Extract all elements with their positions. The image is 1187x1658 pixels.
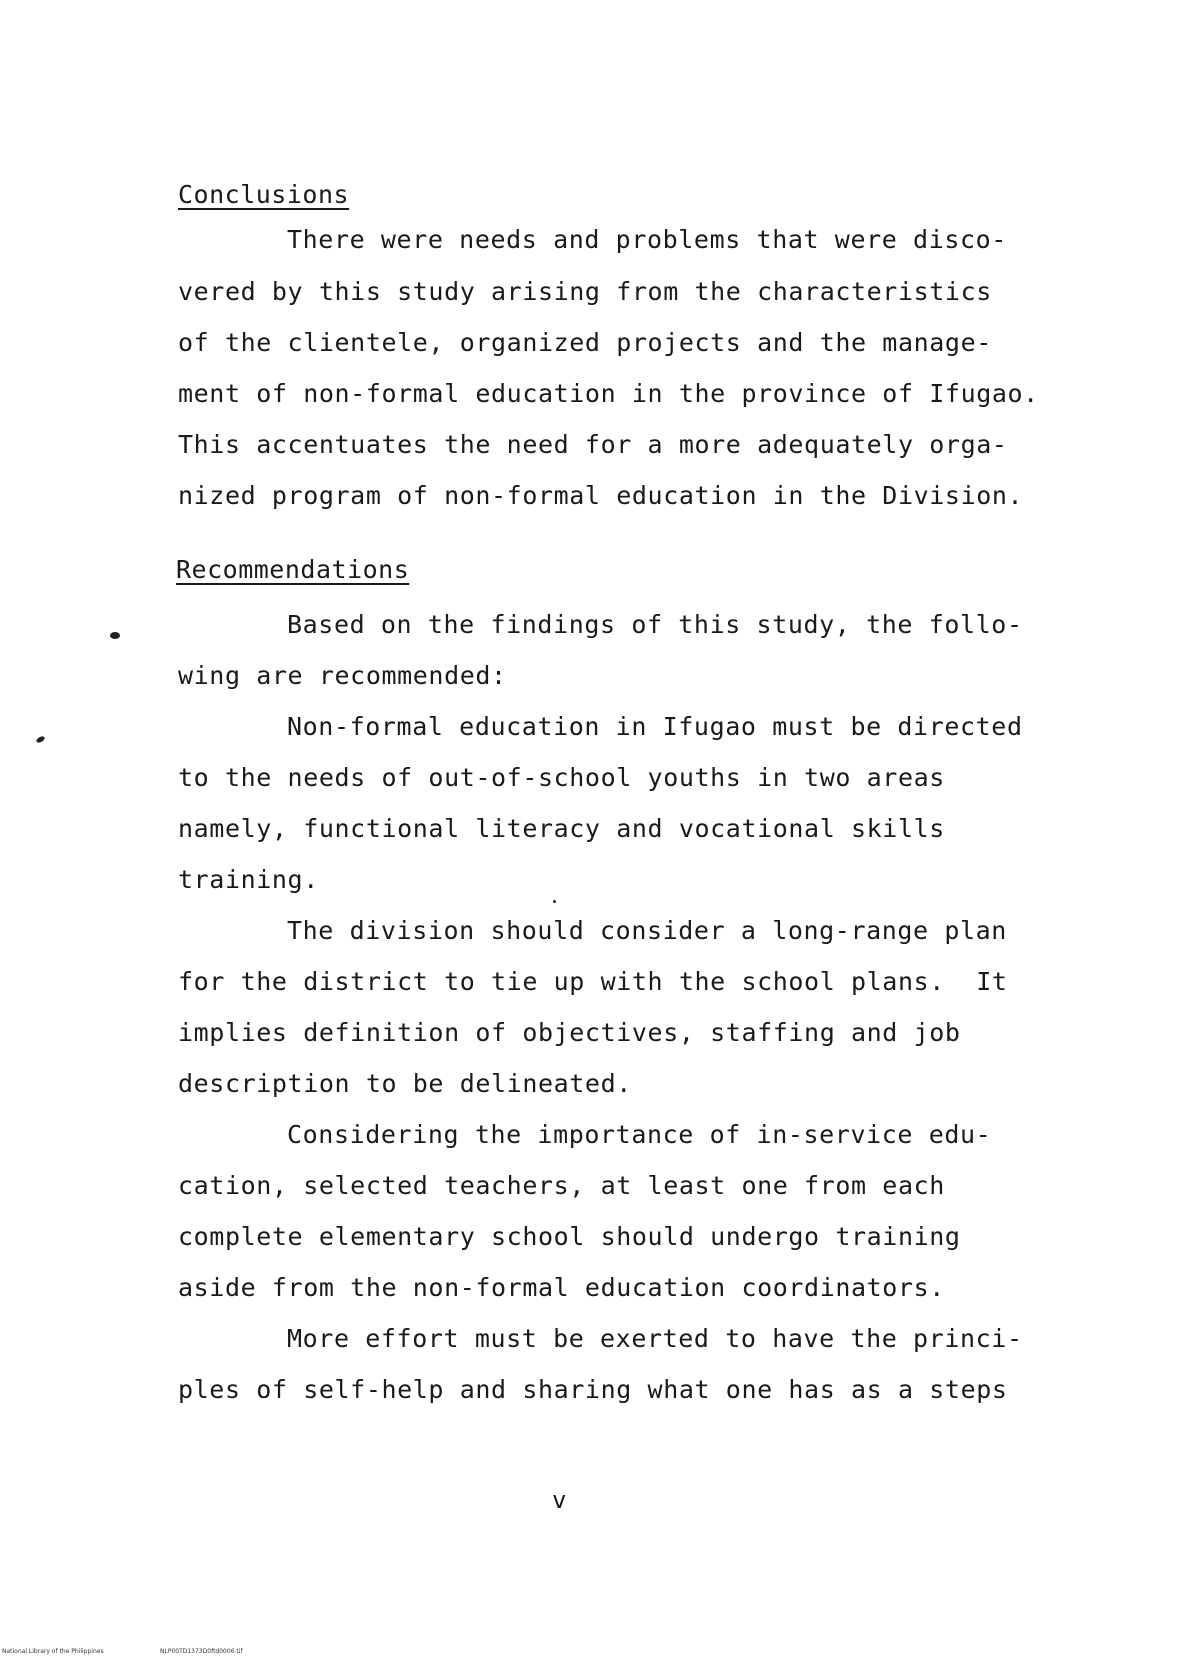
recommendations-line: namely, functional literacy and vocational skills [178,814,945,843]
footer-library-text: National Library of the Philippines [2,1648,104,1655]
recommendations-line: aside from the non-formal education coordinators. [178,1273,945,1302]
footer-file-text: NLP00TD1373D0ftd0006.tif [160,1648,243,1655]
recommendations-line: description to be delineated. [178,1069,632,1098]
recommendations-line: complete elementary school should undergo training [178,1222,961,1251]
conclusions-line: There were needs and problems that were disco- [287,225,1007,254]
conclusions-line: vered by this study arising from the characteristics [178,277,992,306]
conclusions-line: This accentuates the need for a more adequately orga- [178,430,1008,459]
scan-speck [553,900,556,903]
conclusions-heading: Conclusions [178,180,350,209]
recommendations-line: The division should consider a long-range plan [287,916,1007,945]
conclusions-line: of the clientele, organized projects and the manage- [178,328,992,357]
scan-speck [35,735,45,744]
recommendations-line: Based on the findings of this study, the follo- [287,610,1023,639]
page-number: v [552,1486,567,1514]
recommendations-line: Considering the importance of in-service edu- [287,1120,992,1149]
recommendations-line: to the needs of out-of-school youths in two areas [178,763,945,792]
scan-speck [110,632,120,639]
conclusions-line: ment of non-formal education in the province of Ifugao. [178,379,1039,408]
recommendations-heading: Recommendations [176,555,410,584]
recommendations-line: implies definition of objectives, staffing and job [178,1018,961,1047]
recommendations-line: cation, selected teachers, at least one from each [178,1171,945,1200]
recommendations-line: wing are recommended: [178,661,507,690]
conclusions-line: nized program of non-formal education in the Division. [178,481,1024,510]
recommendations-line: for the district to tie up with the school plans. It [178,967,1008,996]
recommendations-line: Non-formal education in Ifugao must be directed [287,712,1023,741]
recommendations-line: training. [178,865,319,894]
recommendations-line: ples of self-help and sharing what one has as a steps [178,1375,1008,1404]
recommendations-line: More effort must be exerted to have the princi- [287,1324,1023,1353]
